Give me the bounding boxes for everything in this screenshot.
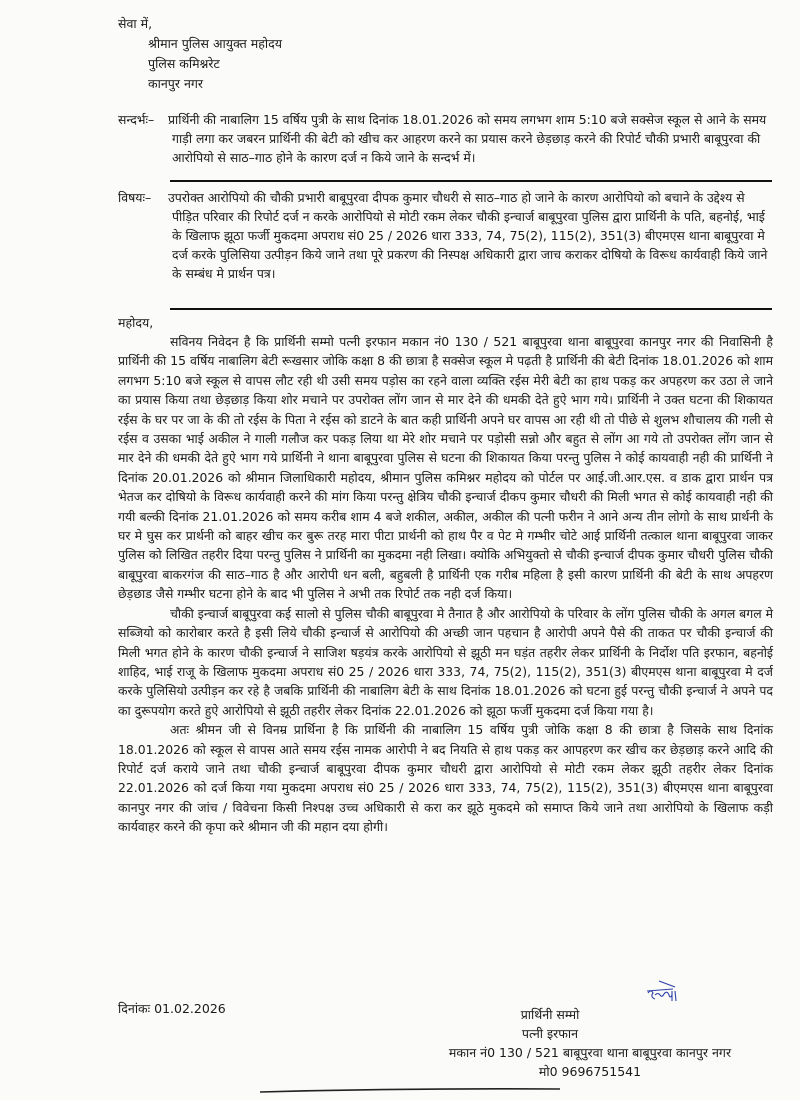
divider xyxy=(170,308,772,310)
address-line-2: पुलिस कमिश्नरेट xyxy=(148,56,220,71)
subject-text: उपरोक्त आरोपियो की चौकी प्रभारी बाबूपुरवा दीपक कुमार चौधरी से साठ–गाठ हो जाने के कारण आरोपियो को बचाने के उद्देश्य से पीड़ित परिवार की रिपोर्ट दर्ज न करके आरोपियो से मोटी रकम लेकर चौकी इन्चार्ज बाबूपुरवा पुलिस द्वारा प्रार्थिनी के पति, बहनोई, भाई के खिलाफ झूठा फर्जी मुकदमा अपराध सं0 25 / 2026 धारा 333, 74, 75(2), 115(2), 351(3) बीएमएस थाना बाबूपुरवा मे दर्ज करके पुलिसिया उत्पीड़न किये जाने तथा पूरे प्रकरण की निस्पक्ष अधिकारी द्वारा जाच कराकर दोषियो के विरूध कार्यवाही किये जाने के सम्बंध मे प्रार्थन पत्र। xyxy=(168,190,768,281)
reference-label: सन्दर्भः– xyxy=(118,112,155,127)
sender-mobile: मो0 9696751541 xyxy=(538,1064,642,1079)
body-paragraph: चौकी इन्चार्ज बाबूपुरवा कई सालो से पुलिस चौकी बाबूपुरवा मे तैनात है और आरोपियो के परिवार के लोंग पुलिस चौकी के अगल बगल मे सब्जियो को कारोबार करते है इसी लिये चौकी इन्चार्ज से आरोपियो की अच्छी जान पहचान है आरोपी अपने पैसे की ताकत पर चौकी इन्चार्ज की मिली भगत होने के कारण चौकी इन्चार्ज ने साजिश षड़यंत्र करके आरोपियो से झूठी मन घड़ंत तहरीर लेकर प्रार्थिनी के निर्दोश पति इरफान, बहनोई शाहिद, भाई राजू के खिलाफ मुकदमा अपराध सं0 25 / 2026 धारा 333, 74, 75(2), 115(2), 351(3) बीएमएस थाना बाबूपुरवा मे दर्ज करके पुलिसियो उत्पीड़न कर रहे है जबकि प्रार्थिनी की नाबालिग बेटी के साथ दिनांक 18.01.2026 को घटना हुई परन्तु चौकी इन्चार्ज ने अपने पद का दुरूपयोग करते हुऐ आरोपियो से झूठी तहरीर लेकर दिनांक 22.01.2026 को झूठा फर्जी मुकदमा दर्ज किया गया है। xyxy=(118,605,773,718)
address-line-1: श्रीमान पुलिस आयुक्त महोदय xyxy=(148,36,283,51)
divider xyxy=(170,180,772,182)
reference-text: प्रार्थिनी की नाबालिग 15 वर्षिय पुत्री के साथ दिनांक 18.01.2026 को समय लगभग शाम 5:10 बजे सक्सेज स्कूल से आने के समय गाड़ी लगा कर जबरन प्रार्थिनी की बेटी को खीच कर आहरण करने का प्रयास करने छेड़छाड़ करने की रिपोर्ट चौकी प्रभारी बाबूपुरवा की आरोपियो से साठ–गाठ होने के कारण दर्ज न किये जाने के सन्दर्भ में। xyxy=(168,112,767,165)
letter-date: दिनांकः 01.02.2026 xyxy=(118,1001,226,1016)
sender-relation: पत्नी इरफान xyxy=(521,1026,579,1041)
recipient-address xyxy=(118,14,282,94)
subject-section xyxy=(118,188,773,283)
sender-details xyxy=(410,1005,770,1081)
body-paragraph: सविनय निवेदन है कि प्रार्थिनी सम्मो पत्नी इरफान मकान नं0 130 / 521 बाबूपुरवा थाना बाबूपुरवा कानपुर नगर की निवासिनी है प्रार्थिनी की 15 वर्षिय नाबालिग बेटी रूखसार जोकि कक्षा 8 की छात्रा है सक्सेज स्कूल मे पढ़ती है प्रार्थिनी की बेटी दिनांक 18.01.2026 को शाम लगभग 5:10 बजे स्कूल से वापस लौट रही थी उसी समय पड़ोस का रहने वाला व्यक्ति रईस मेरी बेटी का हाथ पकड़ कर अपहरण कर उठा ले जाने का प्रयास किया तथा छेड़छाड़ किया शोर मचाने पर उपरोक्त लोंग जान से मार देने की धमकी देते हुऐ भाग गये। प्रार्थिनी ने उक्त घटना की शिकायत रईस के घर पर जा के की तो रईस के पिता ने रईस को डाटने के बात कही प्रार्थिनी अपने घर वापस आ रही थी तो पीछे से शुलभ शौचालय की गली से रईस व उसका भाई अकील ने गाली गलौज कर पकड़ लिया था मेरे शोर मचाने पर पड़ोसी सन्नो और बहुत से लोंग आ गये तो उपरोक्त लोंग जान से मार देने की धमकी देते हुऐ भाग गये प्रार्थिनी ने थाना बाबूपुरवा पुलिस से घटना की शिकायत किया परन्तु पुलिस ने कोई कायवाही नही की प्रार्थिनी ने दिनांक 20.01.2026 को श्रीमान जिलाधिकारी महोदय, श्रीमान पुलिस कमिश्नर महोदय को पोर्टल पर आई.जी.आर.एस. व डाक द्वारा प्रार्थन पत्र भेतज कर दोषियो के विरूध कार्यवाही करने की मांग किया परन्तु क्षेत्रिय चौकी इन्चार्ज दीकप कुमार चौधरी की मिली भगत से कोई कायवाही नही की गयी बल्की दिनांक 21.01.2026 को समय करीब शाम 4 बजे शकील, अकील, अकील की पत्नी फरीन ने आने अन्य तीन लोगो के साथ प्रार्थनी के घर मे घुस कर प्रार्थनी को बाहर खीच कर बुरू तरह मारा पीटा प्रार्थनी को हाथ पैर व पेट मे गम्भीर चोटे आई प्रार्थिनी तत्काल थाना बाबूपुरवा जाकर पुलिस को लिखित तहरीर दिया परन्तु पुलिस ने प्रार्थिनी का मुकदमा नही लिखा। क्योकि अभियुक्तो से चौकी इन्चार्ज दीपक कुमार चौधरी पुलिस चौकी बाबूपुरवा बाकरगंज की साठ–गाठ है और आरोपी धन बली, बहुबली है प्रार्थिनी एक गरीब महिला है इसी कारण प्रार्थिनी की बेटी के साथ अपहरण छेड़छाड जैसे गम्भीर घटना होने के बाद भी पुलिस ने अभी तक रिपोर्ट तक नही दर्ज किया। xyxy=(118,334,773,602)
address-line-3: कानपुर नगर xyxy=(148,76,204,91)
body-paragraph: अतः श्रीमन जी से विनम्र प्रार्थिना है कि प्रार्थिनी की नाबालिग 15 वर्षिय पुत्री जोकि कक्षा 8 की छात्रा है जिसके साथ दिनांक 18.01.2026 को स्कूल से वापस आते समय रईस नामक आरोपी ने बद नियति से हाथ पकड़ कर आपहरण कर खीच कर छेड़छाड़ करने आदि की रिपोर्ट दर्ज कराये जाने तथा चौकी इन्चार्ज बाबूपुरवा दीपक कुमार चौधरी द्वारा आरोपियो से मोटी रकम लेकर झूठी तहरीर लेकर दिनांक 22.01.2026 को दर्ज किया गया मुकदमा अपराध सं0 25 / 2026 धारा 333, 74, 75(2), 115(2), 351(3) बीएमएस थाना बाबूपुरवा कानपुर नगर की जांच / विवेचना किसी निश्पक्ष उच्च अधिकारी से करा कर झूठे मुकदमे को समाप्त किये जाने तथा आरोपियो के खिलाफ कड़ी कार्यवाहर करने की कृपा करे श्रीमान जी की महान दया होगी। xyxy=(118,722,773,835)
scan-artifact-line xyxy=(260,1087,560,1093)
salutation: महोदय, xyxy=(118,315,154,330)
address-to: सेवा में, xyxy=(118,16,153,31)
subject-label: विषयः– xyxy=(118,190,152,205)
handwritten-signature xyxy=(645,977,695,1007)
reference-section xyxy=(118,110,773,167)
letter-body xyxy=(118,332,773,837)
sender-name: प्रार्थिनी सम्मो xyxy=(520,1007,580,1022)
sender-address: मकान नं0 130 / 521 बाबूपुरवा थाना बाबूपुरवा कानपुर नगर xyxy=(448,1045,732,1060)
